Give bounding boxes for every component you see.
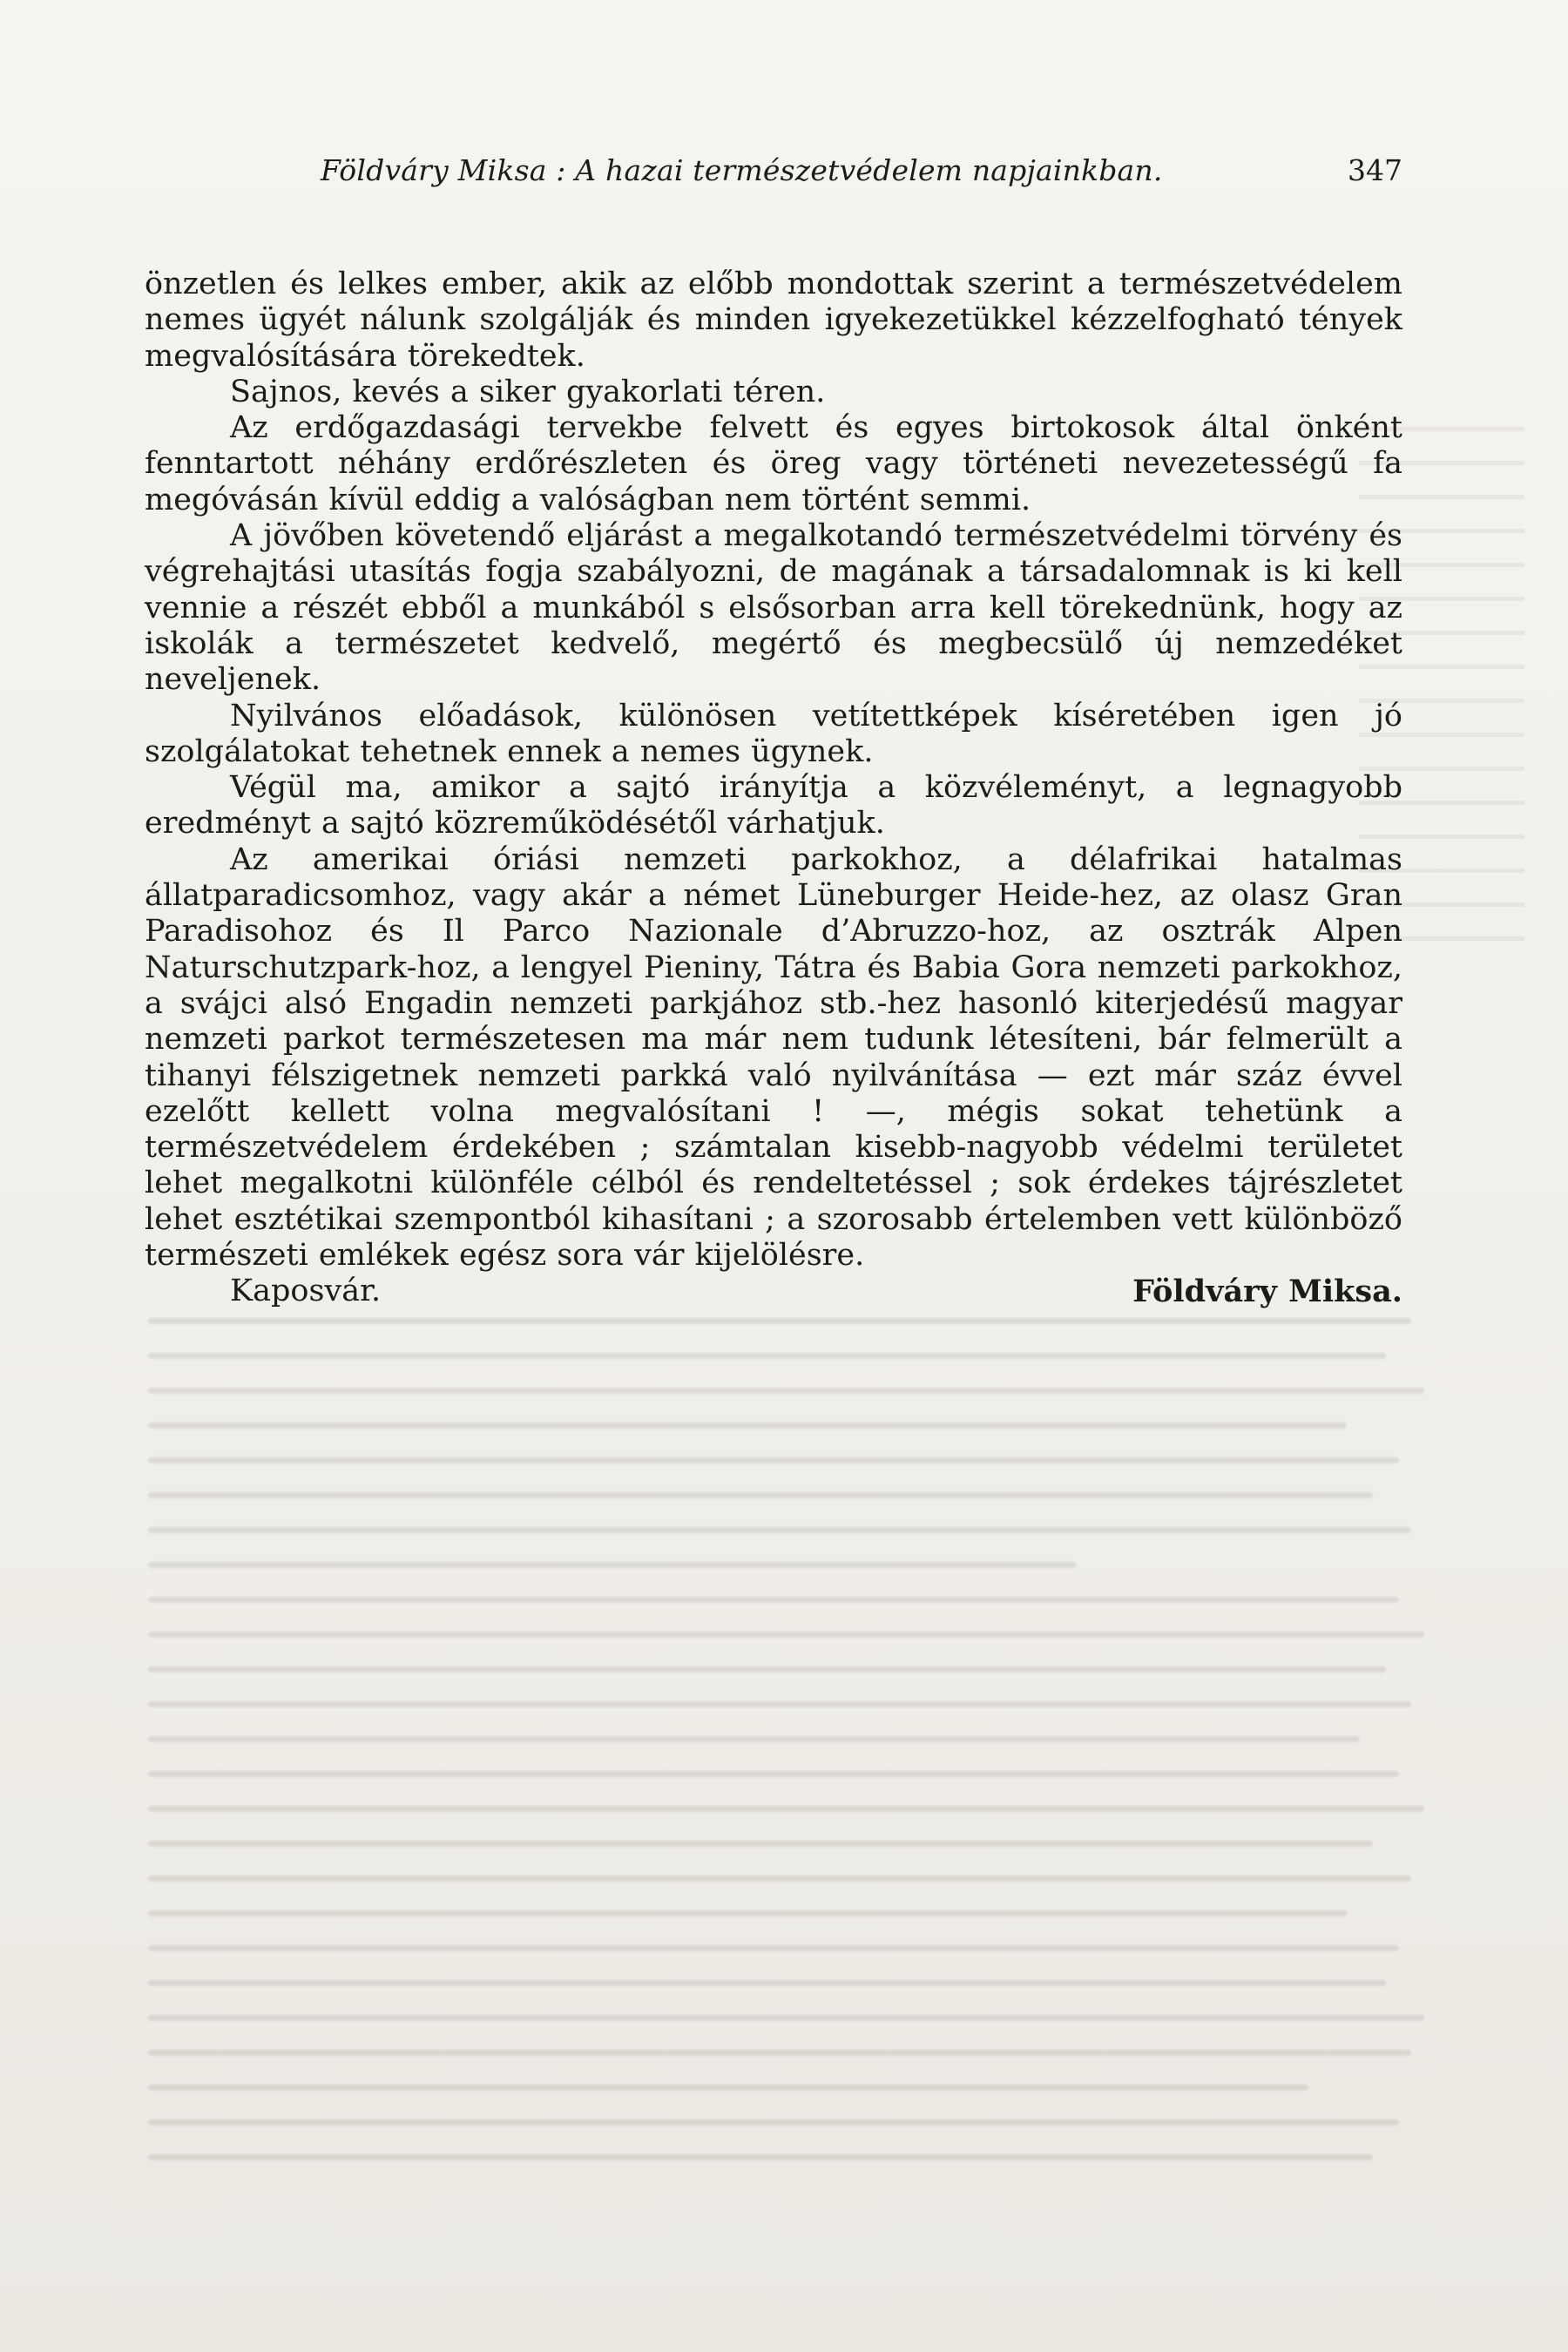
paragraph: Az amerikai óriási nemzeti parkokhoz, a délafrikai hatalmas állatparadicsomhoz, vagy akár a német Lüneburger Heide-hez, az olasz Gran Paradisohoz és Il Parco Nazionale d’Abruzzo-hoz, az osztrák Alpen Naturschutzpark-hoz, a lengyel Pieniny, Tátra és Babia Gora nemzeti parkokhoz, a svájci alsó Engadin nemzeti parkjához stb.-hez hasonló kiterjedésű magyar nemzeti parkot természetesen ma már nem tudunk létesíteni, bár felmerült a tihanyi félszigetnek nemzeti parkká való nyilvánítása — ezt már száz évvel ezelőtt kellett volna megvalósítani ! —, mégis sokat tehetünk a természetvédelem érdekében ; számtalan kisebb-nagyobb védelmi területet lehet megalkotni különféle célból és rendeltetéssel ; sok érdekes tájrészletet lehet esztétikai szempontból kihasítani ; a szorosabb értelemben vett különböző természeti emlékek egész sora vár kijelölésre. [145,841,1402,1274]
bleed-through-text [148,1289,1437,2160]
page-number: 347 [1348,153,1402,187]
signature-place: Kaposvár. [230,1274,382,1309]
running-title: Földváry Miksa : A hazai természetvédelem napjainkban. [321,153,1163,187]
paragraph: A jövőben követendő eljárást a megalkotandó természetvédelmi törvény és végrehajtási utasítás fogja szabályozni, de magának a társadalomnak is ki kell vennie a részét ebből a munkából s elsősorban arra kell törekednünk, hogy az iskolák a természetet kedvelő, megértő és megbecsülő új nemzedéket neveljenek. [145,518,1402,698]
page-header [321,151,1402,191]
paragraph: önzetlen és lelkes ember, akik az előbb mondottak szerint a természetvédelem nemes ügyét nálunk szolgálják és minden igyekezetükkel kézzelfogható tények megvalósítására törekedtek. [145,267,1402,374]
signature-line [145,1274,1402,1309]
article-body [145,267,1402,1310]
paragraph: Sajnos, kevés a siker gyakorlati téren. [230,374,826,409]
signature-author: Földváry Miksa. [1132,1274,1402,1310]
paragraph: Az erdőgazdasági tervekbe felvett és egyes birtokosok által önként fenntartott néhány erdőrészleten és öreg vagy történeti nevezetességű fa megóvásán kívül eddig a valóságban nem történt semmi. [145,410,1402,517]
paragraph: Nyilvános előadások, különösen vetítettképek kíséretében igen jó szolgálatokat tehetnek ennek a nemes ügynek. [145,698,1402,769]
paragraph: Végül ma, amikor a sajtó irányítja a közvéleményt, a legnagyobb eredményt a sajtó közreműködésétől várhatjuk. [145,770,1402,841]
